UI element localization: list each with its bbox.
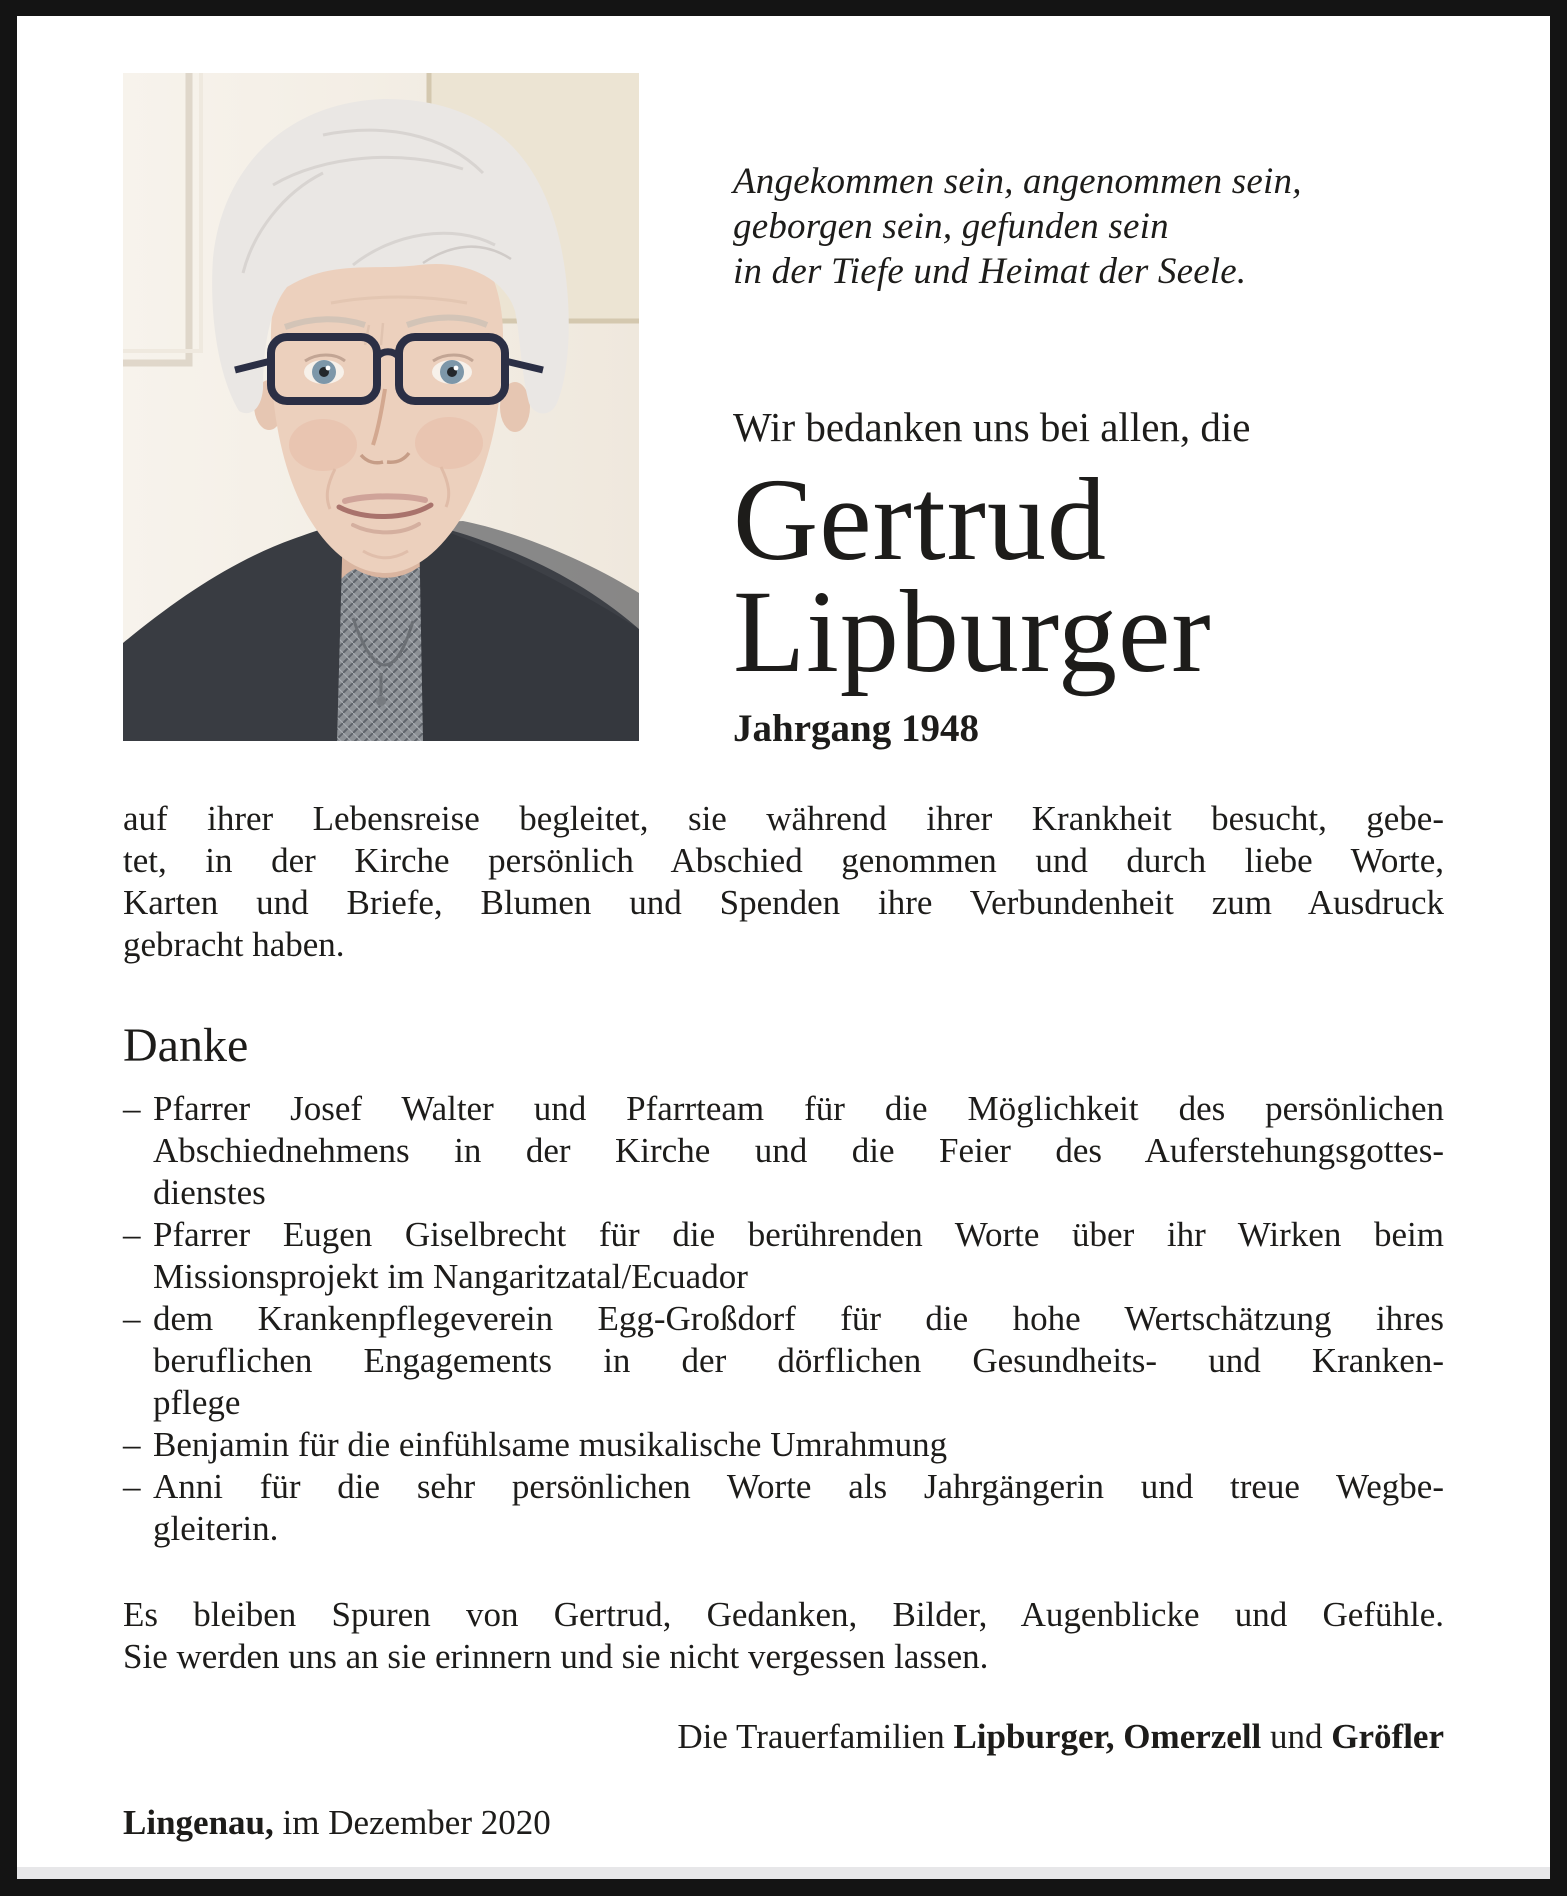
date-text: im Dezember 2020 <box>273 1803 551 1842</box>
family-prefix: Die Trauerfamilien <box>677 1717 954 1756</box>
family-connector: und <box>1261 1717 1332 1756</box>
place-name: Lingenau, <box>123 1803 274 1842</box>
closing-paragraph: Es bleiben Spuren von Gertrud, Gedanken, Bilder, Augenblicke und Gefühle. Sie werden uns an sie erinnern und sie nicht vergessen lassen. <box>123 1595 1444 1676</box>
header-text-column <box>733 73 1444 752</box>
dash-bullet: – <box>123 1467 141 1506</box>
deceased-first-name: Gertrud <box>733 454 1107 585</box>
dash-bullet: – <box>123 1425 141 1464</box>
thanks-heading: Danke <box>123 1019 249 1072</box>
thanks-item-text: dem Krankenpflegeverein Egg-Großdorf für die hohe Wertschätzung ihres beruflichen Engagements in der dörflichen Gesundheits- und Kranken- pflege <box>153 1299 1444 1422</box>
portrait-photo <box>123 73 639 741</box>
intro-line: Wir bedanken uns bei allen, die <box>733 404 1251 450</box>
thanks-paragraph: auf ihrer Lebensreise begleitet, sie während ihrer Krankheit besucht, gebe- tet, in der Kirche persönlich Abschied genommen und durch liebe Worte, Karten und Briefe, Blumen und Spenden ihre Verbundenheit zum Ausdruck gebracht haben. <box>123 799 1444 964</box>
thanks-item <box>123 1298 1444 1424</box>
memorial-quote: Angekommen sein, angenommen sein, geborgen sein, gefunden sein in der Tiefe und Heimat der Seele. <box>733 161 1302 292</box>
header-section <box>123 73 1444 752</box>
birth-year-line: Jahrgang 1948 <box>733 707 979 750</box>
thanks-list <box>123 1088 1444 1550</box>
deceased-name <box>733 454 1444 697</box>
thanks-item <box>123 1466 1444 1550</box>
dash-bullet: – <box>123 1299 141 1338</box>
thanks-item <box>123 1424 1444 1466</box>
dash-bullet: – <box>123 1215 141 1254</box>
thanks-item <box>123 1214 1444 1298</box>
thanks-item-text: Pfarrer Eugen Giselbrecht für die berührenden Worte über ihr Wirken beim Missionsprojekt im Nangaritzatal/Ecuador <box>153 1215 1444 1296</box>
thanks-item <box>123 1088 1444 1214</box>
thanks-item-text: Benjamin für die einfühlsame musikalische Umrahmung <box>153 1425 948 1464</box>
portrait-photo-illustration <box>123 73 639 741</box>
family-names-bold: Lipburger, Omerzell <box>953 1717 1262 1756</box>
thanks-item-text: Anni für die sehr persönlichen Worte als Jahrgängerin und treue Wegbe- gleiterin. <box>153 1467 1444 1548</box>
deceased-last-name: Lipburger <box>733 566 1212 697</box>
dash-bullet: – <box>123 1089 141 1128</box>
obituary-page <box>17 16 1550 1879</box>
family-signature <box>123 1716 1444 1758</box>
place-date-line <box>123 1802 1444 1844</box>
scan-edge-strip <box>17 1867 1550 1879</box>
family-name-bold: Gröfler <box>1331 1717 1444 1756</box>
thanks-item-text: Pfarrer Josef Walter und Pfarrteam für die Möglichkeit des persönlichen Abschiednehmens in der Kirche und die Feier des Auferstehungsgottes- dienstes <box>153 1089 1444 1212</box>
